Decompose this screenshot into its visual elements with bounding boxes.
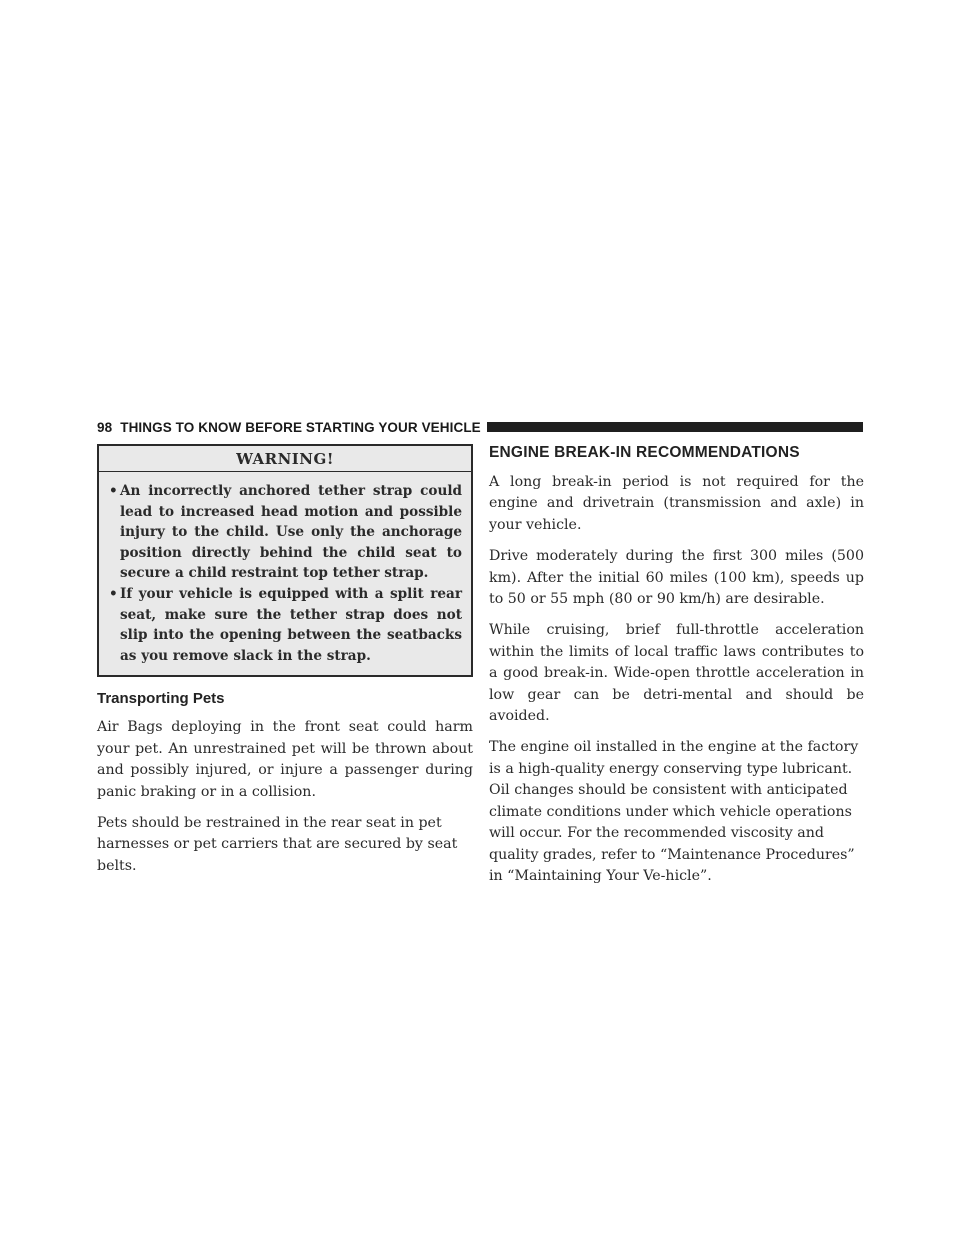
warning-item bbox=[99, 481, 462, 584]
warning-list bbox=[99, 472, 471, 675]
right-column bbox=[489, 444, 864, 897]
engine-paragraph: The engine oil installed in the engine at the factory is a high-quality energy conserving type lubricant. Oil changes should be consistent with anticipated climate conditions under which vehicle operations will occur. For the recommended viscosity and quality grades, refer to “Maintenance Procedures” in “Maintaining Your Ve-hicle”. bbox=[489, 739, 859, 884]
warning-title: WARNING! bbox=[99, 446, 471, 472]
warning-item-text: An incorrectly anchored tether strap could lead to increased head motion and possible injury to the child. Use only the anchorage position directly behind the child seat to secure a child restraint top tether strap. bbox=[120, 483, 462, 582]
bullet-icon: • bbox=[109, 585, 118, 602]
header-rule bbox=[487, 422, 863, 432]
warning-box bbox=[97, 444, 473, 677]
page-header bbox=[97, 417, 863, 437]
pets-paragraph: Air Bags deploying in the front seat could harm your pet. An unrestrained pet will be thrown about and possibly injured, or injure a passenger during panic braking or in a collision. bbox=[97, 719, 473, 800]
pets-heading: Transporting Pets bbox=[97, 690, 225, 708]
warning-item-text: If your vehicle is equipped with a split rear seat, make sure the tether strap does not slip into the opening between the seatbacks as you remove slack in the strap. bbox=[120, 585, 462, 664]
warning-item bbox=[99, 584, 462, 666]
engine-paragraph: Drive moderately during the first 300 miles (500 km). After the initial 60 miles (100 km), speeds up to 50 or 55 mph (80 or 90 km/h) are desirable. bbox=[489, 548, 864, 608]
engine-paragraph: While cruising, brief full-throttle acceleration within the limits of local traffic laws contributes to a good break-in. Wide-open throttle acceleration in low gear can be detri-mental and should be avoided. bbox=[489, 622, 864, 725]
bullet-icon: • bbox=[109, 483, 118, 499]
running-header bbox=[97, 420, 481, 435]
engine-paragraph: A long break-in period is not required for the engine and drivetrain (transmission and axle) in your vehicle. bbox=[489, 474, 864, 533]
page-number: 98 bbox=[97, 419, 113, 435]
pets-paragraph: Pets should be restrained in the rear seat in pet harnesses or pet carriers that are secured by seat belts. bbox=[97, 814, 458, 874]
engine-heading: ENGINE BREAK-IN RECOMMENDATIONS bbox=[489, 444, 800, 461]
chapter-title: THINGS TO KNOW BEFORE STARTING YOUR VEHICLE bbox=[120, 419, 481, 435]
left-column bbox=[97, 444, 473, 887]
